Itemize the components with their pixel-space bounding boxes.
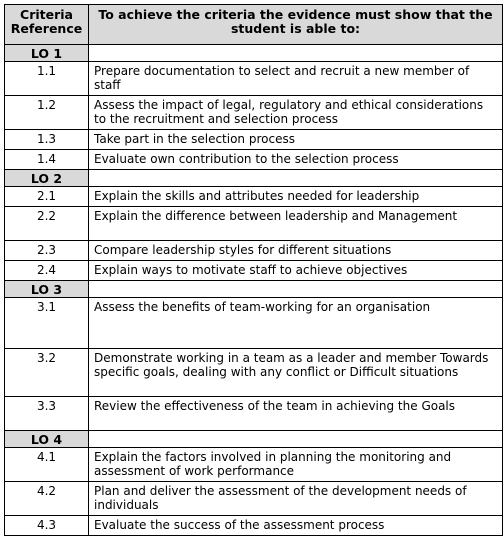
table-row bbox=[5, 150, 503, 170]
lo-blank-cell bbox=[89, 45, 503, 62]
table-row bbox=[5, 96, 503, 130]
criteria-text: Prepare documentation to select and recruit a new member of staff bbox=[89, 62, 503, 96]
criteria-ref: 4.1 bbox=[5, 448, 89, 482]
criteria-text: Assess the impact of legal, regulatory and ethical considerations to the recruitment and selection process bbox=[89, 96, 503, 130]
lo-row bbox=[5, 281, 503, 298]
criteria-text: Explain ways to motivate staff to achieve objectives bbox=[89, 261, 503, 281]
lo-blank-cell bbox=[89, 431, 503, 448]
header-criteria-reference: Criteria Reference bbox=[5, 5, 89, 45]
criteria-text: Compare leadership styles for different situations bbox=[89, 241, 503, 261]
criteria-text: Evaluate own contribution to the selection process bbox=[89, 150, 503, 170]
criteria-text: Assess the benefits of team-working for an organisation bbox=[89, 298, 503, 349]
table-row bbox=[5, 482, 503, 516]
criteria-text: Take part in the selection process bbox=[89, 130, 503, 150]
criteria-ref: 2.1 bbox=[5, 187, 89, 207]
table-row bbox=[5, 241, 503, 261]
lo-blank-cell bbox=[89, 281, 503, 298]
lo-label: LO 4 bbox=[5, 431, 89, 448]
lo-row bbox=[5, 45, 503, 62]
table-row bbox=[5, 448, 503, 482]
lo-label: LO 3 bbox=[5, 281, 89, 298]
criteria-ref: 2.3 bbox=[5, 241, 89, 261]
lo-label: LO 2 bbox=[5, 170, 89, 187]
criteria-ref: 1.1 bbox=[5, 62, 89, 96]
table-header-row bbox=[5, 5, 503, 45]
criteria-text: Review the effectiveness of the team in achieving the Goals bbox=[89, 397, 503, 431]
table-row bbox=[5, 261, 503, 281]
table-row bbox=[5, 187, 503, 207]
criteria-text: Explain the factors involved in planning the monitoring and assessment of work performance bbox=[89, 448, 503, 482]
criteria-table-container bbox=[4, 4, 503, 536]
lo-row bbox=[5, 431, 503, 448]
criteria-text: Evaluate the success of the assessment process bbox=[89, 516, 503, 536]
criteria-ref: 2.4 bbox=[5, 261, 89, 281]
criteria-ref: 3.2 bbox=[5, 349, 89, 397]
criteria-text: Demonstrate working in a team as a leader and member Towards specific goals, dealing with any conflict or Difficult situations bbox=[89, 349, 503, 397]
criteria-text: Plan and deliver the assessment of the development needs of individuals bbox=[89, 482, 503, 516]
criteria-ref: 1.2 bbox=[5, 96, 89, 130]
table-row bbox=[5, 516, 503, 536]
header-evidence: To achieve the criteria the evidence must show that the student is able to: bbox=[89, 5, 503, 45]
criteria-text: Explain the skills and attributes needed for leadership bbox=[89, 187, 503, 207]
table-row bbox=[5, 62, 503, 96]
table-row bbox=[5, 298, 503, 349]
criteria-table bbox=[4, 4, 503, 536]
table-row bbox=[5, 207, 503, 241]
criteria-ref: 4.3 bbox=[5, 516, 89, 536]
criteria-ref: 3.1 bbox=[5, 298, 89, 349]
table-row bbox=[5, 130, 503, 150]
criteria-ref: 2.2 bbox=[5, 207, 89, 241]
lo-blank-cell bbox=[89, 170, 503, 187]
lo-label: LO 1 bbox=[5, 45, 89, 62]
criteria-ref: 1.4 bbox=[5, 150, 89, 170]
criteria-ref: 4.2 bbox=[5, 482, 89, 516]
lo-row bbox=[5, 170, 503, 187]
table-row bbox=[5, 349, 503, 397]
criteria-ref: 3.3 bbox=[5, 397, 89, 431]
criteria-ref: 1.3 bbox=[5, 130, 89, 150]
table-row bbox=[5, 397, 503, 431]
criteria-text: Explain the difference between leadership and Management bbox=[89, 207, 503, 241]
